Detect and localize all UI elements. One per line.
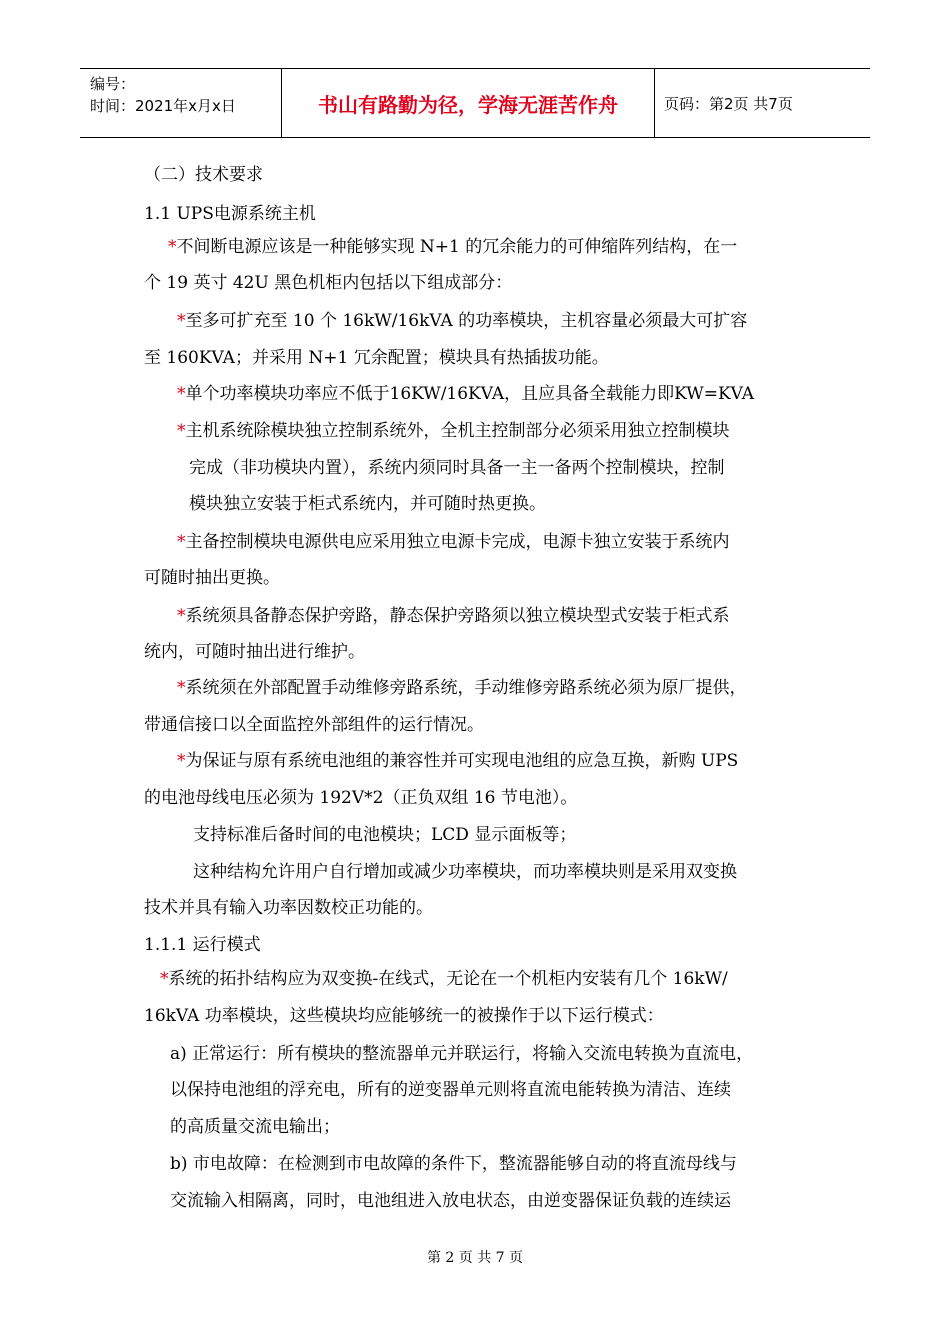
section-heading: （二）技术要求	[144, 165, 263, 185]
list-item: b) 市电故障：在检测到市电故障的条件下，整流器能够自动的将直流母线与	[170, 1154, 737, 1174]
paragraph-line: 支持标准后备时间的电池模块；LCD 显示面板等；	[193, 825, 577, 845]
asterisk-marker: *	[177, 606, 186, 626]
header-divider	[654, 69, 655, 137]
page-footer: 第 2 页 共 7 页	[426, 1250, 524, 1266]
paragraph-line: 个 19 英寸 42U 黑色机柜内包括以下组成部分：	[144, 273, 513, 293]
page-header	[80, 68, 870, 138]
paragraph-line: 的电池母线电压必须为 192V*2（正负双组 16 节电池）。	[144, 788, 578, 808]
document-date-label: 时间：2021年x月x日	[90, 97, 236, 115]
subsection-heading: 1.1 UPS电源系统主机	[144, 204, 316, 224]
paragraph-line: 带通信接口以全面监控外部组件的运行情况。	[144, 715, 484, 735]
paragraph-line: 统内，可随时抽出进行维护。	[144, 642, 365, 662]
paragraph-line: 模块独立安装于柜式系统内，并可随时热更换。	[189, 494, 546, 514]
header-page-code: 页码：第2页 共7页	[664, 94, 793, 113]
list-item: a) 正常运行：所有模块的整流器单元并联运行，将输入交流电转换为直流电，	[170, 1044, 754, 1064]
list-item-line: 的高质量交流电输出；	[170, 1117, 340, 1137]
asterisk-marker: *	[177, 678, 186, 698]
paragraph-line: *不间断电源应该是一种能够实现 N+1 的冗余能力的可伸缩阵列结构，在一	[168, 237, 738, 257]
asterisk-marker: *	[177, 421, 186, 441]
paragraph-line: 完成（非功模块内置），系统内须同时具备一主一备两个控制模块，控制	[189, 458, 725, 478]
paragraph-line: *为保证与原有系统电池组的兼容性并可实现电池组的应急互换，新购 UPS	[177, 751, 739, 771]
paragraph-line: 可随时抽出更换。	[144, 568, 280, 588]
asterisk-marker: *	[168, 237, 177, 257]
asterisk-marker: *	[160, 969, 169, 989]
asterisk-marker: *	[177, 532, 186, 552]
list-item-line: 交流输入相隔离，同时，电池组进入放电状态，由逆变器保证负载的连续运	[170, 1191, 731, 1211]
subsection-heading: 1.1.1 运行模式	[144, 935, 261, 955]
paragraph-line: *系统的拓扑结构应为双变换-在线式，无论在一个机柜内安装有几个 16kW/	[160, 969, 728, 989]
paragraph-line: *至多可扩充至 10 个 16kW/16kVA 的功率模块，主机容量必须最大可扩容	[177, 311, 748, 331]
paragraph-line: 这种结构允许用户自行增加或减少功率模块，而功率模块则是采用双变换	[193, 862, 737, 882]
asterisk-marker: *	[177, 384, 186, 404]
paragraph-line: *主备控制模块电源供电应采用独立电源卡完成，电源卡独立安装于系统内	[177, 532, 730, 552]
paragraph-line: *主机系统除模块独立控制系统外，全机主控制部分必须采用独立控制模块	[177, 421, 730, 441]
paragraph-line: 16kVA 功率模块，这些模块均应能够统一的被操作于以下运行模式：	[144, 1006, 664, 1026]
document-number-label: 编号：	[90, 75, 136, 93]
header-meta	[90, 73, 236, 117]
paragraph-line: 技术并具有输入功率因数校正功能的。	[144, 898, 433, 918]
list-item-line: 以保持电池组的浮充电，所有的逆变器单元则将直流电能转换为清洁、连续	[170, 1080, 731, 1100]
paragraph-line: *单个功率模块功率应不低于16KW/16KVA，且应具备全载能力即KW=KVA	[177, 384, 755, 404]
asterisk-marker: *	[177, 751, 186, 771]
header-motto: 书山有路勤为径，学海无涯苦作舟	[318, 92, 618, 117]
asterisk-marker: *	[177, 311, 186, 331]
paragraph-line: *系统须具备静态保护旁路，静态保护旁路须以独立模块型式安装于柜式系	[177, 606, 730, 626]
paragraph-line: 至 160KVA；并采用 N+1 冗余配置；模块具有热插拔功能。	[144, 348, 609, 368]
paragraph-line: *系统须在外部配置手动维修旁路系统，手动维修旁路系统必须为原厂提供，	[177, 678, 747, 698]
